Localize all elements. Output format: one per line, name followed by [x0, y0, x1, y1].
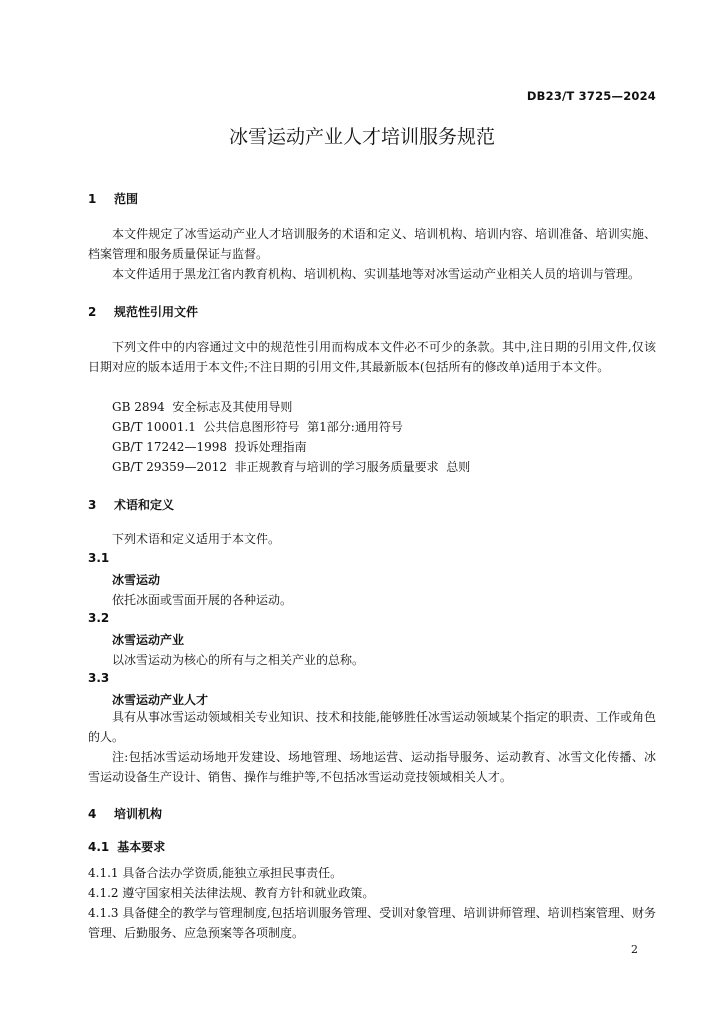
term-name: 冰雪运动产业人才 — [112, 693, 209, 707]
term-definition: 具有从事冰雪运动领域相关专业知识、技术和技能,能够胜任冰雪运动领域某个指定的职责、工作或角色的人。 — [88, 710, 656, 744]
subsection-title: 基本要求 — [117, 840, 166, 854]
term-note: 注:包括冰雪运动场地开发建设、场地管理、场地运营、运动指导服务、运动教育、冰雪文化传播、冰雪运动设备生产设计、销售、操作与维护等,不包括冰雪运动竞技领域相关人才。 — [88, 750, 656, 784]
reference-item: GB/T 10001.1 公共信息图形符号 第1部分:通用符号 — [112, 420, 403, 434]
subsection-4-1-heading — [88, 838, 165, 855]
scope-paragraph-1: 本文件规定了冰雪运动产业人才培训服务的术语和定义、培训机构、培训内容、培训准备、培训实施、档案管理和服务质量保证与监督。 — [88, 227, 656, 261]
reference-item: GB 2894 安全标志及其使用导则 — [112, 400, 293, 414]
document-title: 冰雪运动产业人才培训服务规范 — [228, 126, 495, 148]
section-2-heading — [88, 303, 198, 320]
term-definition: 以冰雪运动为核心的所有与之相关产业的总称。 — [112, 653, 365, 667]
subsection-number: 4.1 — [88, 840, 110, 854]
section-3-heading — [88, 496, 174, 513]
section-number: 3 — [88, 498, 97, 512]
term-name: 冰雪运动 — [112, 573, 161, 587]
section-1-heading — [88, 190, 138, 207]
terms-intro: 下列术语和定义适用于本文件。 — [112, 532, 281, 546]
clause-item: 4.1.2 遵守国家相关法律法规、教育方针和就业政策。 — [88, 886, 375, 900]
section-4-heading — [88, 805, 162, 822]
term-number: 3.2 — [88, 611, 110, 625]
section-title: 范围 — [114, 192, 139, 206]
standard-code: DB23/T 3725—2024 — [526, 89, 656, 103]
term-number: 3.3 — [88, 671, 110, 685]
page-number: 2 — [631, 943, 638, 956]
section-title: 术语和定义 — [114, 498, 175, 512]
clause-item: 4.1.3 具备健全的教学与管理制度,包括培训服务管理、受训对象管理、培训讲师管理、培训档案管理、财务管理、后勤服务、应急预案等各项制度。 — [88, 906, 656, 940]
scope-paragraph-2: 本文件适用于黑龙江省内教育机构、培训机构、实训基地等对冰雪运动产业相关人员的培训与管理。 — [112, 267, 641, 281]
term-definition: 依托冰面或雪面开展的各种运动。 — [112, 593, 293, 607]
section-number: 2 — [88, 305, 97, 319]
reference-item: GB/T 29359—2012 非正规教育与培训的学习服务质量要求 总则 — [112, 460, 471, 474]
term-name: 冰雪运动产业 — [112, 633, 185, 647]
section-number: 4 — [88, 807, 97, 821]
section-number: 1 — [88, 192, 97, 206]
section-title: 培训机构 — [114, 807, 163, 821]
clause-item: 4.1.1 具备合法办学资质,能独立承担民事责任。 — [88, 866, 343, 880]
term-number: 3.1 — [88, 551, 110, 565]
reference-item: GB/T 17242—1998 投诉处理指南 — [112, 440, 307, 454]
normative-references-intro: 下列文件中的内容通过文中的规范性引用而构成本文件必不可少的条款。其中,注日期的引用文件,仅该日期对应的版本适用于本文件;不注日期的引用文件,其最新版本(包括所有的修改单)适用于本文件。 — [88, 340, 656, 374]
section-title: 规范性引用文件 — [114, 305, 199, 319]
